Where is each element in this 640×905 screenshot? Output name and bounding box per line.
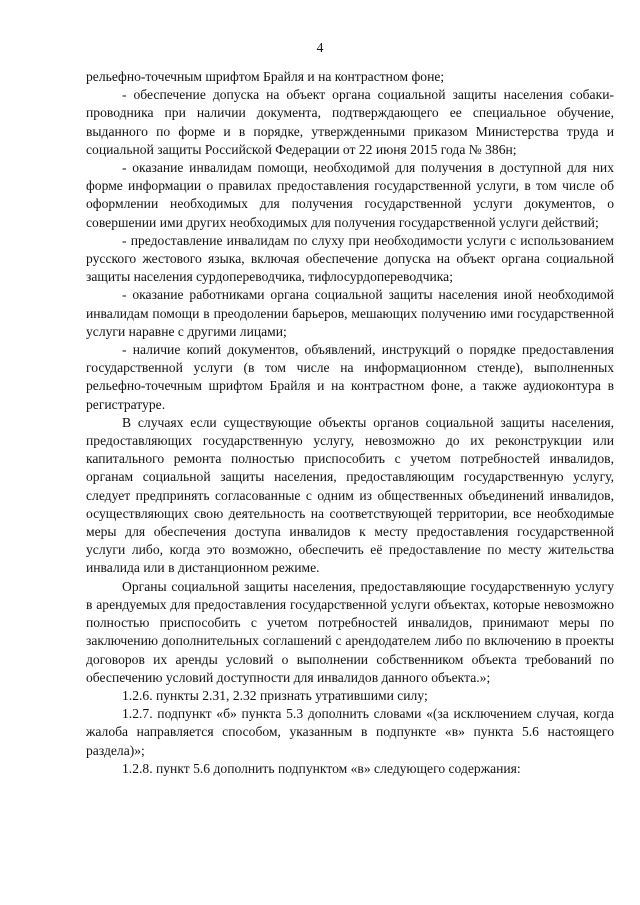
paragraph-braille-documents: - наличие копий документов, объявлений, инструкций о порядке предоставления государственной услуги (в том числе на информационном стенде), выполненных рельефно-точечным шрифтом Брайля и на контрастном фоне, а также аудиоконтура в регистратуре.: [86, 342, 614, 412]
paragraph-leased-facilities: Органы социальной защиты населения, предоставляющие государственную услугу в арендуемых для предоставления государственной услуги объектах, которые невозможно полностью приспособить с учетом потребностей инвалидов, принимают меры по заключению дополнительных соглашений с арендодателем либо по включению в проекты договоров их аренды условий о выполнении собственником объекта требований по обеспечению условий доступности для инвалидов данного объекта.»;: [86, 578, 614, 685]
paragraph-continuation: рельефно-точечным шрифтом Брайля и на контрастном фоне;: [86, 69, 445, 84]
paragraph-item-1-2-6: 1.2.6. пункты 2.31, 2.32 признать утратившими силу;: [122, 687, 428, 703]
paragraph-item-1-2-8: 1.2.8. пункт 5.6 дополнить подпунктом «в» следующего содержания:: [122, 760, 521, 776]
paragraph-information-assistance: - оказание инвалидам помощи, необходимой для получения в доступной для них форме информации о правилах предоставления государственной услуги, в том числе об оформлении необходимых для получения государственной услуги документов, о совершении ими других необходимых для получения государственной услуги действий;: [86, 160, 614, 230]
paragraph-staff-assistance: - оказание работниками органа социальной защиты населения иной необходимой инвалидам помощи в преодолении барьеров, мешающих получению ими государственной услуги наравне с другими лицами;: [86, 287, 614, 339]
paragraph-existing-facilities: В случаях если существующие объекты органов социальной защиты населения, предоставляющих государственную услугу, невозможно до их реконструкции или капитального ремонта полностью приспособить с учетом потребностей инвалидов, органам социальной защиты населения, предоставляющим государственную услугу, следует предпринять согласованные с одним из общественных объединений инвалидов, осуществляющих свою деятельность на соответствующей территории, все необходимые меры для обеспечения доступа инвалидов к месту предоставления государственной услуги либо, когда это возможно, обеспечить её предоставление по месту жительства инвалида или в дистанционном режиме.: [86, 414, 614, 576]
paragraph-item-1-2-7: 1.2.7. подпункт «б» пункта 5.3 дополнить словами «(за исключением случая, когда жалоба направляется способом, указанным в подпункте «в» пункта 5.6 настоящего раздела)»;: [86, 706, 614, 758]
paragraph-sign-language: - предоставление инвалидам по слуху при необходимости услуги с использованием русского жестового языка, включая обеспечение допуска на объект органа социальной защиты населения сурдопереводчика, тифлосурдопереводчика;: [86, 232, 614, 285]
paragraph-guide-dog-access: - обеспечение допуска на объект органа социальной защиты населения собаки-проводника при наличии документа, подтверждающего ее специальное обучение, выданного по форме и в порядке, утвержденными приказом Министерства труда и социальной защиты Российской Федерации от 22 июня 2015 года № 386н;: [86, 87, 614, 157]
document-body: [86, 68, 614, 778]
page-number: 4: [316, 40, 324, 55]
